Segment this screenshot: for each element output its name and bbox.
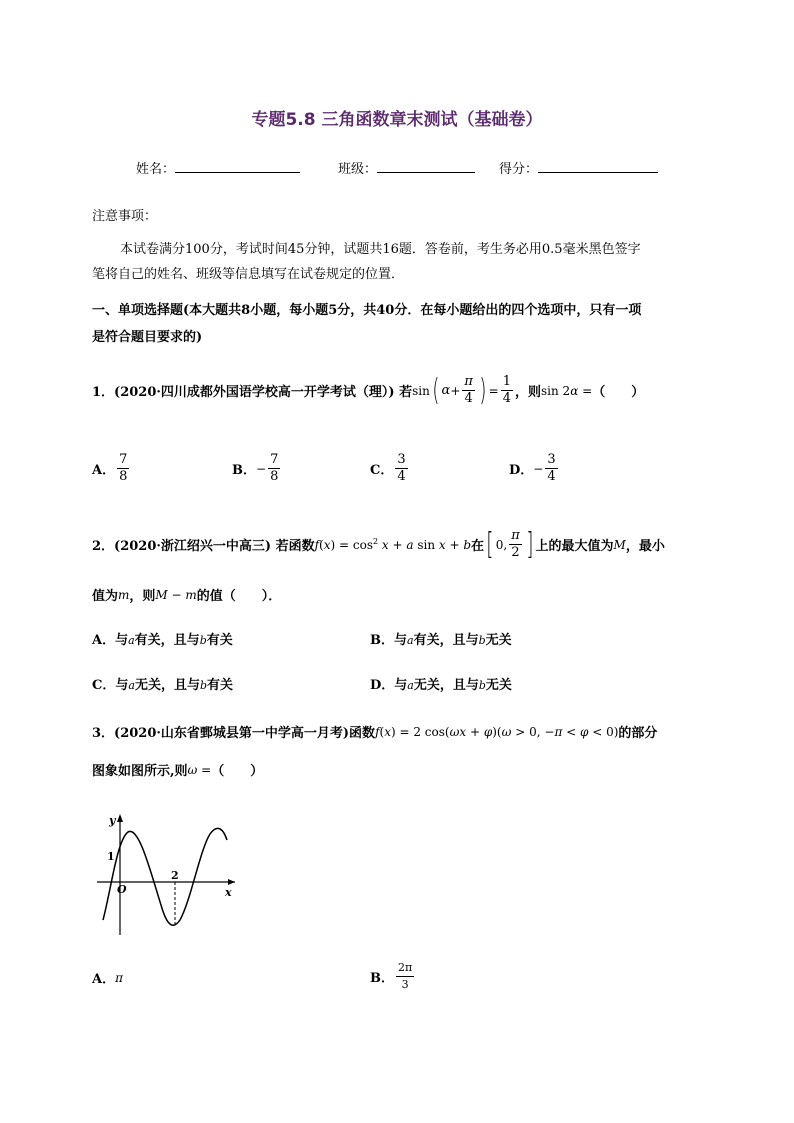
name-blank[interactable] bbox=[175, 160, 300, 173]
q2-option-b[interactable]: B．与a有关，且与b无关 bbox=[370, 633, 512, 648]
class-field bbox=[338, 158, 475, 177]
score-blank[interactable] bbox=[538, 160, 658, 173]
notice-title: 注意事项： bbox=[92, 209, 158, 224]
question-2-line-2: 值为 m ，则 M − m 的值（ ）． bbox=[92, 587, 282, 604]
question-1: 1．(2020·四川成都外国语学校高一开学考试（理）) 若 sin ( α + $\frac{\pi}{4}$ ) = $\frac{1}{4}$ ，则 sin 2α = （ ） bbox=[92, 372, 645, 408]
q2-option-d[interactable]: D．与a无关，且与b无关 bbox=[370, 678, 512, 693]
score-field bbox=[499, 158, 658, 177]
q3-option-b[interactable]: B． $\frac{2\pi}{3}$ bbox=[370, 961, 413, 991]
q1-prefix: 1．(2020·四川成都外国语学校高一开学考试（理）) 若 bbox=[92, 385, 413, 400]
name-label: 姓名： bbox=[136, 162, 176, 177]
score-label: 得分： bbox=[499, 162, 539, 177]
q1-option-d[interactable]: D． − $\frac{3}{4}$ bbox=[509, 452, 556, 484]
notice-line-2: 笔将自己的姓名、班级等信息填写在试卷规定的位置． bbox=[92, 267, 405, 282]
graph-x-label: x bbox=[225, 886, 232, 899]
q1-option-b[interactable]: B． − $\frac{7}{8}$ bbox=[232, 452, 279, 484]
cosine-graph bbox=[95, 810, 245, 940]
question-3-line-2: 图象如图所示,则 ω = （ ） bbox=[92, 762, 264, 779]
graph-x-tick: 2 bbox=[171, 869, 179, 882]
q1-tail: （ ） bbox=[592, 385, 645, 400]
graph-y-label: y bbox=[109, 814, 116, 827]
graph-origin-label: O bbox=[117, 883, 127, 896]
name-field bbox=[136, 158, 300, 177]
graph-y-tick: 1 bbox=[107, 850, 115, 863]
class-label: 班级： bbox=[338, 162, 378, 177]
q1-option-c[interactable]: C． $\frac{3}{4}$ bbox=[370, 452, 406, 484]
page-title: 专题5.8 三角函数章末测试（基础卷） bbox=[251, 110, 543, 130]
class-blank[interactable] bbox=[377, 160, 475, 173]
q3-option-a[interactable]: A． π bbox=[92, 970, 123, 987]
q1-option-a[interactable]: A． $\frac{7}{8}$ bbox=[92, 452, 128, 484]
section1-line-2: 是符合题目要求的) bbox=[92, 330, 203, 345]
section1-line-1: 一、单项选择题(本大题共8小题，每小题5分，共40分．在每小题给出的四个选项中，只有一项 bbox=[92, 303, 642, 318]
q2-option-c[interactable]: C．与a无关，且与b有关 bbox=[92, 678, 234, 693]
q1-suffix: ，则 bbox=[515, 385, 542, 400]
question-2: 2．(2020·浙江绍兴一中高三) 若函数 $f(x) = \cos^2 x + a$ sin x + b 在 [ 0, $\frac{\pi}{2}$ ] 上的最大值为 M ，最小 bbox=[92, 526, 665, 562]
q2-option-a[interactable]: A．与a有关，且与b有关 bbox=[92, 633, 233, 648]
question-3: 3．(2020·山东省鄄城县第一中学高一月考)函数 f(x) = 2 cos(ωx + φ)(ω > 0, −π < φ < 0) 的部分 bbox=[92, 724, 658, 741]
notice-line-1: 本试卷满分100分，考试时间45分钟，试题共16题．答卷前，考生务必用0.5毫米黑色签字 bbox=[120, 242, 641, 257]
